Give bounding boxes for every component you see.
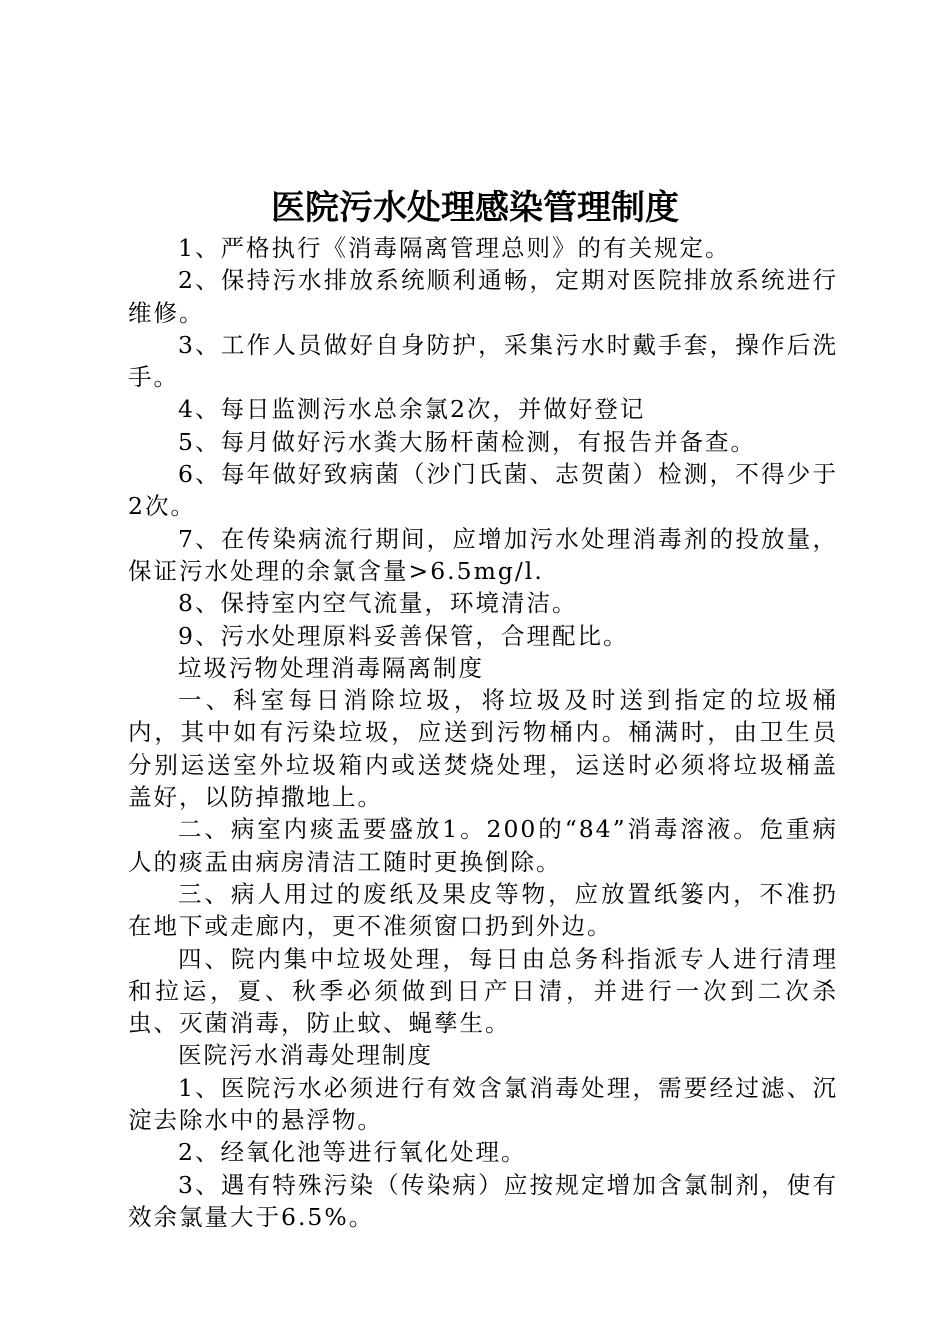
paragraph-5: 5、每月做好污水粪大肠杆菌检测，有报告并备查。 [178,427,756,456]
paragraph-15: 2、经氧化池等进行氧化处理。 [178,1138,527,1167]
document-body [128,232,838,1233]
paragraph-2: 2、保持污水排放系统顺利通畅，定期对医院排放系统进行维修。 [128,266,838,327]
paragraph-7: 7、在传染病流行期间，应增加污水处理消毒剂的投放量，保证污水处理的余氯含量>6.5mg/l. [128,524,838,585]
paragraph-3: 3、工作人员做好自身防护，采集污水时戴手套，操作后洗手。 [128,330,838,392]
paragraph-9: 9、污水处理原料妥善保管，合理配比。 [178,621,629,650]
paragraph-13: 四、院内集中垃圾处理，每日由总务科指派专人进行清理和拉运，夏、秋季必须做到日产日清，并进行一次到二次杀虫、灭菌消毒，防止蚊、蝇孳生。 [128,944,838,1038]
section-heading-garbage: 垃圾污物处理消毒隔离制度 [178,653,484,682]
paragraph-10: 一、科室每日消除垃圾，将垃圾及时送到指定的垃圾桶内，其中如有污染垃圾，应送到污物桶内。桶满时，由卫生员分别运送室外垃圾箱内或送焚烧处理，运送时必须将垃圾桶盖盖好，以防掉撒地上。 [128,686,838,812]
paragraph-8: 8、保持室内空气流量，环境清洁。 [178,589,578,618]
paragraph-12: 三、病人用过的废纸及果皮等物，应放置纸篓内，不准扔在地下或走廊内，更不准须窗口扔到外边。 [128,879,838,941]
document-title: 医院污水处理感染管理制度 [271,188,679,228]
section-heading-sewage: 医院污水消毒处理制度 [178,1041,433,1070]
paragraph-4: 4、每日监测污水总余氯2次，并做好登记 [178,395,646,424]
paragraph-11: 二、病室内痰盂要盛放1。200的“84”消毒溶液。危重病人的痰盂由病房清洁工随时更换倒除。 [128,815,838,876]
paragraph-6: 6、每年做好致病菌（沙门氏菌、志贺菌）检测，不得少于2次。 [128,460,838,521]
paragraph-14: 1、医院污水必须进行有效含氯消毒处理，需要经过滤、沉淀去除水中的悬浮物。 [128,1073,838,1135]
paragraph-16: 3、遇有特殊污染（传染病）应按规定增加含氯制剂，使有效余氯量大于6.5%。 [128,1170,838,1231]
paragraph-1: 1、严格执行《消毒隔离管理总则》的有关规定。 [178,234,731,262]
